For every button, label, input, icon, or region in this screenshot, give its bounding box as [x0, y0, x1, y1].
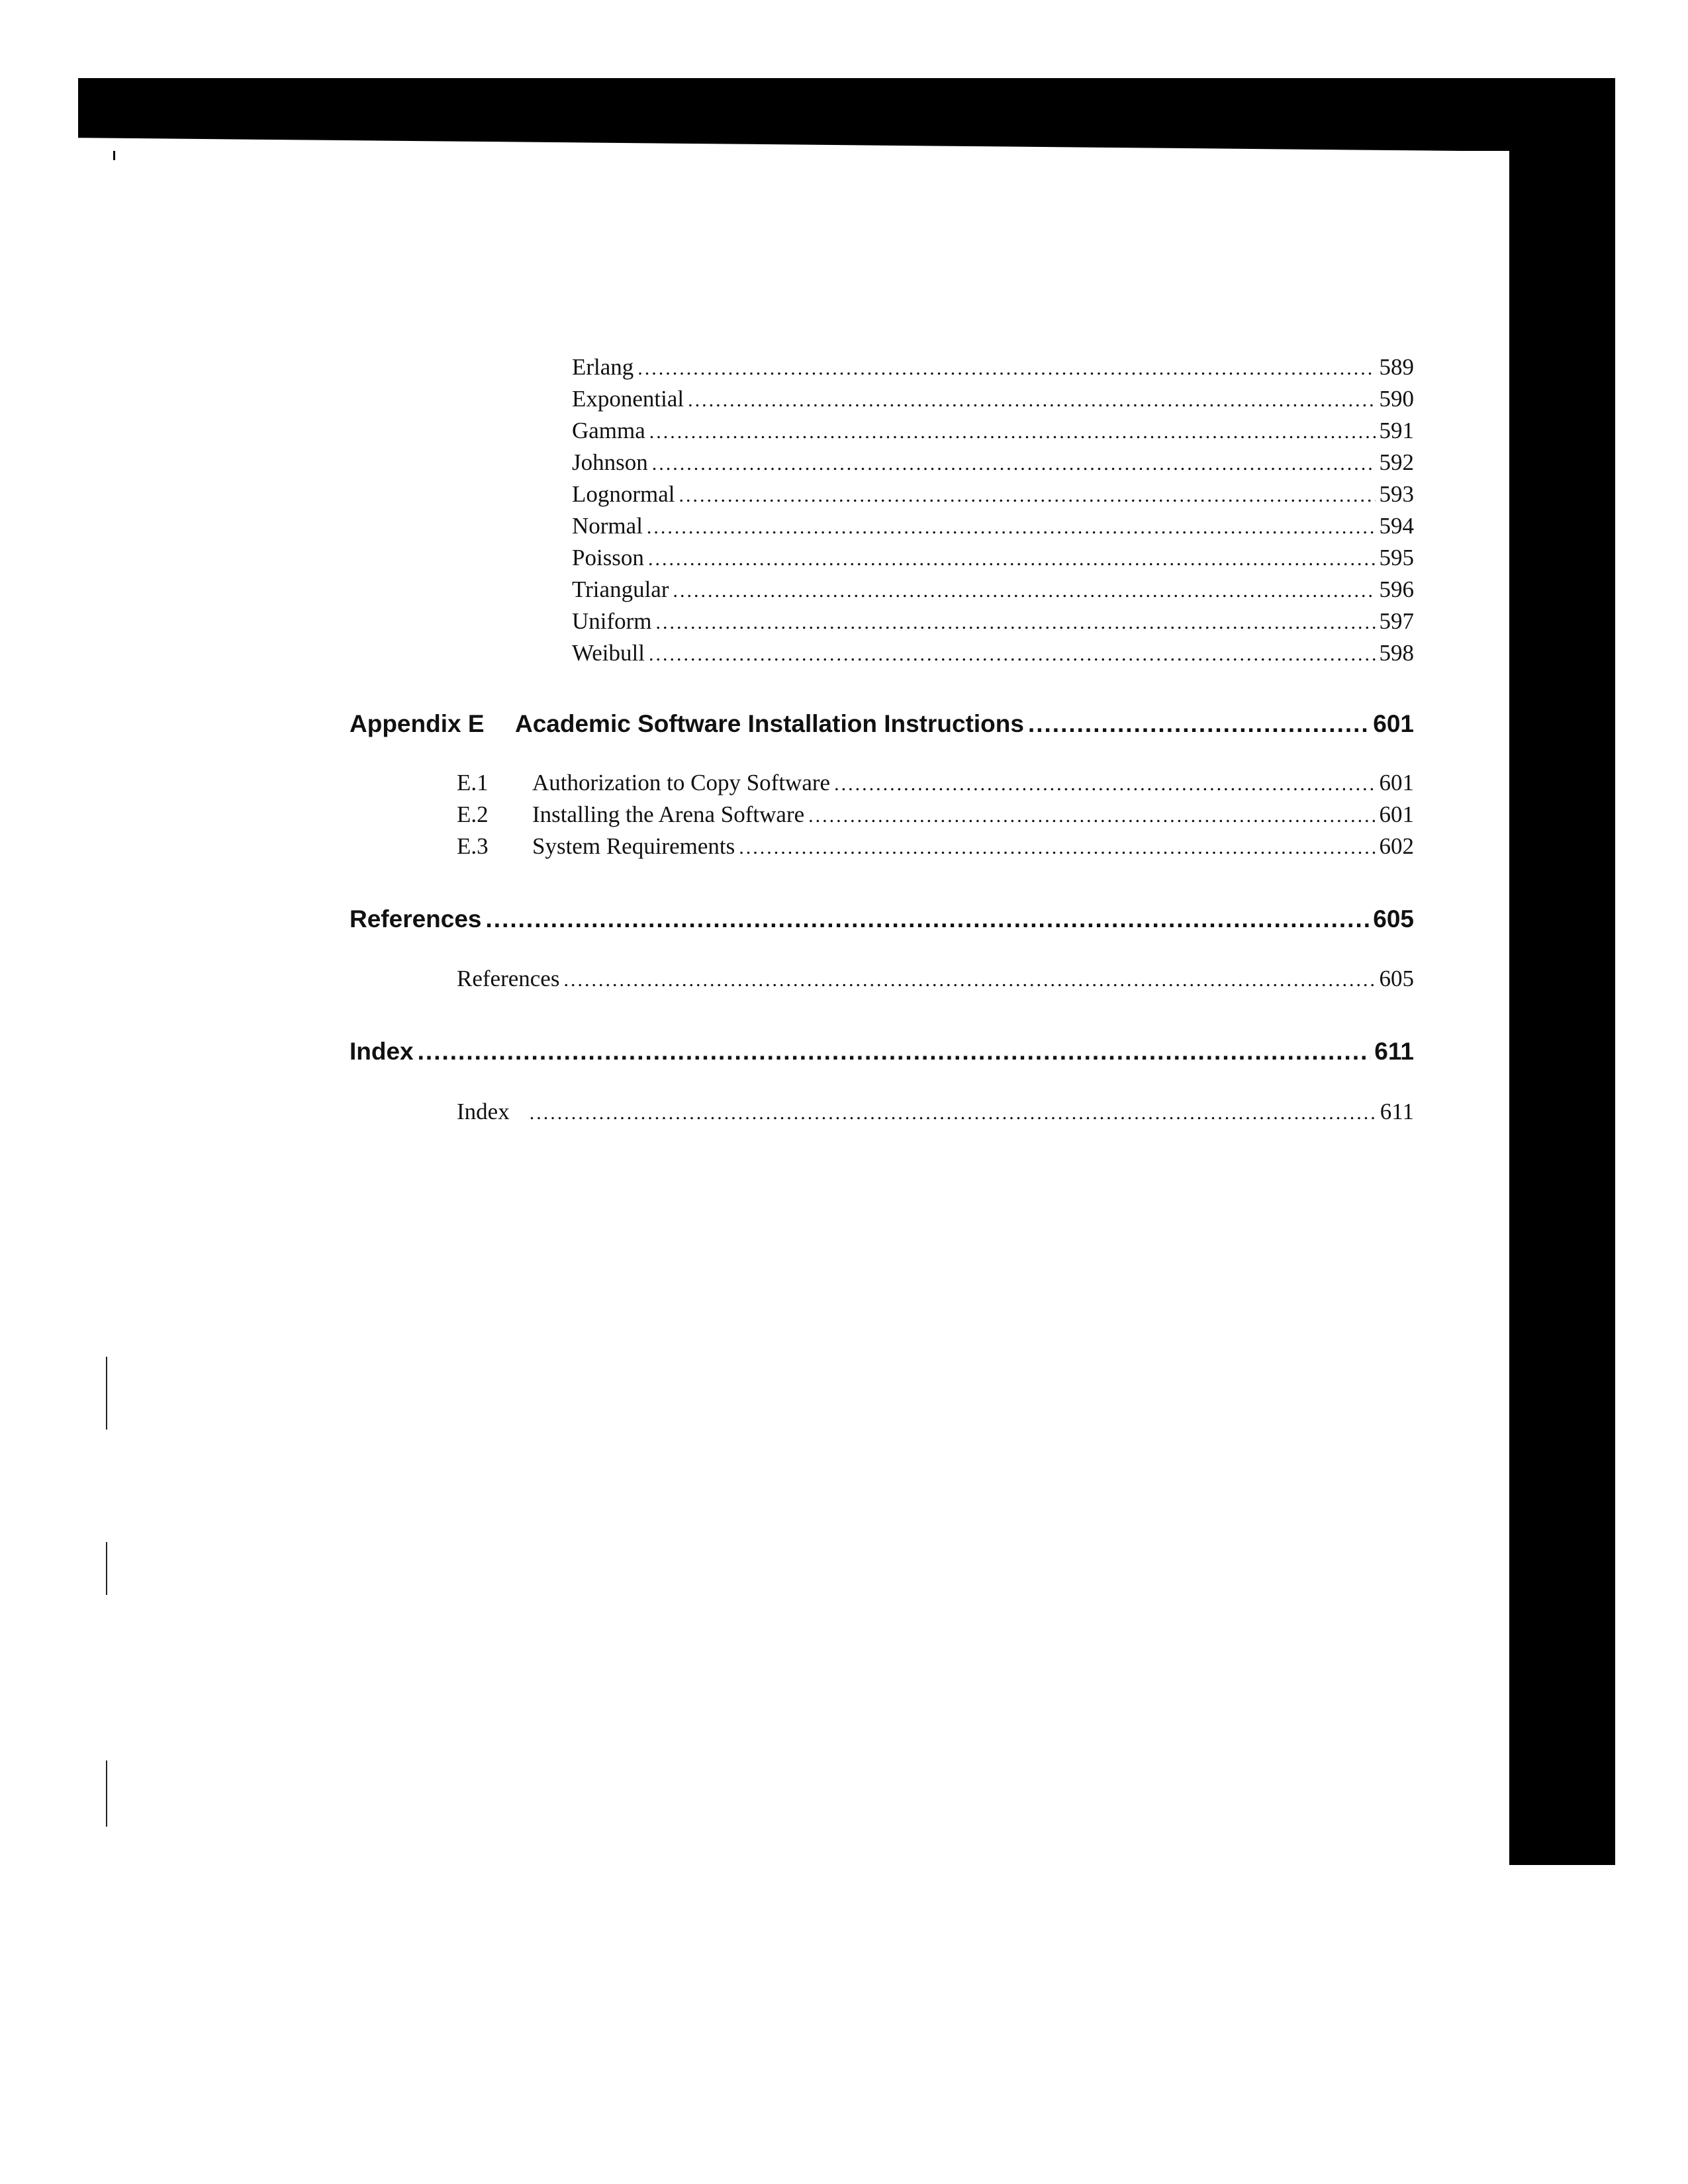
toc-entry-page: 593 — [1379, 481, 1414, 507]
toc-entry-page: 596 — [1379, 576, 1414, 602]
toc-section-label: System Requirements — [532, 833, 735, 859]
toc-entry-label: Gamma — [572, 418, 645, 443]
toc-entry-page: 594 — [1379, 513, 1414, 539]
toc-entry-page: 589 — [1379, 354, 1414, 380]
scan-edge-line — [106, 1357, 107, 1430]
toc-entry-page: 598 — [1379, 640, 1414, 666]
toc-entry-page: 592 — [1379, 449, 1414, 475]
toc-entry-page: 605 — [1379, 966, 1414, 991]
dot-leader — [808, 805, 1375, 827]
dot-leader — [486, 905, 1370, 933]
dot-leader — [834, 773, 1375, 796]
toc-entry-label: Index — [457, 1099, 510, 1124]
dot-leader — [563, 969, 1375, 991]
toc-section-e2[interactable] — [457, 801, 1414, 833]
dot-leader — [656, 612, 1376, 634]
toc-entry[interactable] — [572, 386, 1414, 418]
toc-heading-title: Index — [350, 1038, 414, 1065]
toc-section-number: E.3 — [457, 833, 489, 859]
toc-section-label: Installing the Arena Software — [532, 801, 805, 827]
toc-entry-label: Lognormal — [572, 481, 675, 507]
toc-entry[interactable] — [572, 608, 1414, 640]
toc-section-page: 601 — [1379, 770, 1414, 796]
toc-heading-title: Academic Software Installation Instructions — [515, 710, 1024, 737]
toc-section-e3[interactable] — [457, 833, 1414, 865]
toc-entry-label: Poisson — [572, 545, 644, 570]
toc-section-number: E.2 — [457, 801, 489, 827]
toc-entry-label: Normal — [572, 513, 643, 539]
toc-entry[interactable] — [572, 545, 1414, 576]
toc-entry-label: Weibull — [572, 640, 645, 666]
dot-leader — [648, 548, 1376, 570]
toc-section-page: 602 — [1379, 833, 1414, 859]
toc-heading-appendix-e[interactable] — [350, 710, 1414, 745]
toc-heading-page: 605 — [1373, 905, 1414, 933]
toc-entry[interactable] — [572, 449, 1414, 481]
toc-entry-page: 591 — [1379, 418, 1414, 443]
toc-entry-page: 597 — [1379, 608, 1414, 634]
dot-leader — [649, 421, 1376, 443]
toc-entry-index[interactable] — [457, 1099, 1414, 1130]
dot-leader — [1028, 710, 1369, 738]
toc-heading-references[interactable] — [350, 905, 1414, 940]
toc-heading-index[interactable] — [350, 1038, 1414, 1072]
dot-leader — [649, 643, 1376, 666]
dot-leader — [688, 389, 1375, 412]
toc-entry-label: Triangular — [572, 576, 669, 602]
toc-entry-page: 590 — [1379, 386, 1414, 412]
dot-leader — [530, 1102, 1376, 1124]
toc-entry-label: Exponential — [572, 386, 684, 412]
scan-mark — [113, 151, 115, 160]
toc-entry[interactable] — [572, 481, 1414, 513]
toc-entry-label: Johnson — [572, 449, 648, 475]
toc-section-label: Authorization to Copy Software — [532, 770, 831, 796]
dot-leader — [418, 1038, 1371, 1066]
dot-leader — [673, 580, 1375, 602]
dot-leader — [679, 484, 1376, 507]
toc-section-number: E.1 — [457, 770, 489, 796]
toc-entry[interactable] — [572, 418, 1414, 449]
toc-heading-prefix: Appendix E — [350, 710, 485, 737]
scan-border-right — [1509, 78, 1615, 1865]
scan-edge-line — [106, 1542, 107, 1595]
toc-heading-page: 611 — [1374, 1038, 1414, 1065]
toc-entry-label: Erlang — [572, 354, 634, 380]
toc-entry-label: References — [457, 966, 560, 991]
dot-leader — [647, 516, 1376, 539]
toc-entry-references[interactable] — [457, 966, 1414, 997]
scan-border-top — [78, 78, 1615, 151]
toc-entry[interactable] — [572, 513, 1414, 545]
toc-entry[interactable] — [572, 354, 1414, 386]
toc-entry-label: Uniform — [572, 608, 652, 634]
toc-section-page: 601 — [1379, 801, 1414, 827]
toc-section-e1[interactable] — [457, 770, 1414, 801]
dot-leader — [637, 357, 1375, 380]
dot-leader — [739, 837, 1375, 859]
toc-heading-page: 601 — [1373, 710, 1414, 737]
toc-heading-title: References — [350, 905, 482, 933]
scan-edge-line — [106, 1760, 107, 1827]
toc-entry[interactable] — [572, 576, 1414, 608]
dot-leader — [652, 453, 1376, 475]
toc-entry[interactable] — [572, 640, 1414, 672]
toc-entry-page: 611 — [1380, 1099, 1414, 1124]
toc-entry-page: 595 — [1379, 545, 1414, 570]
